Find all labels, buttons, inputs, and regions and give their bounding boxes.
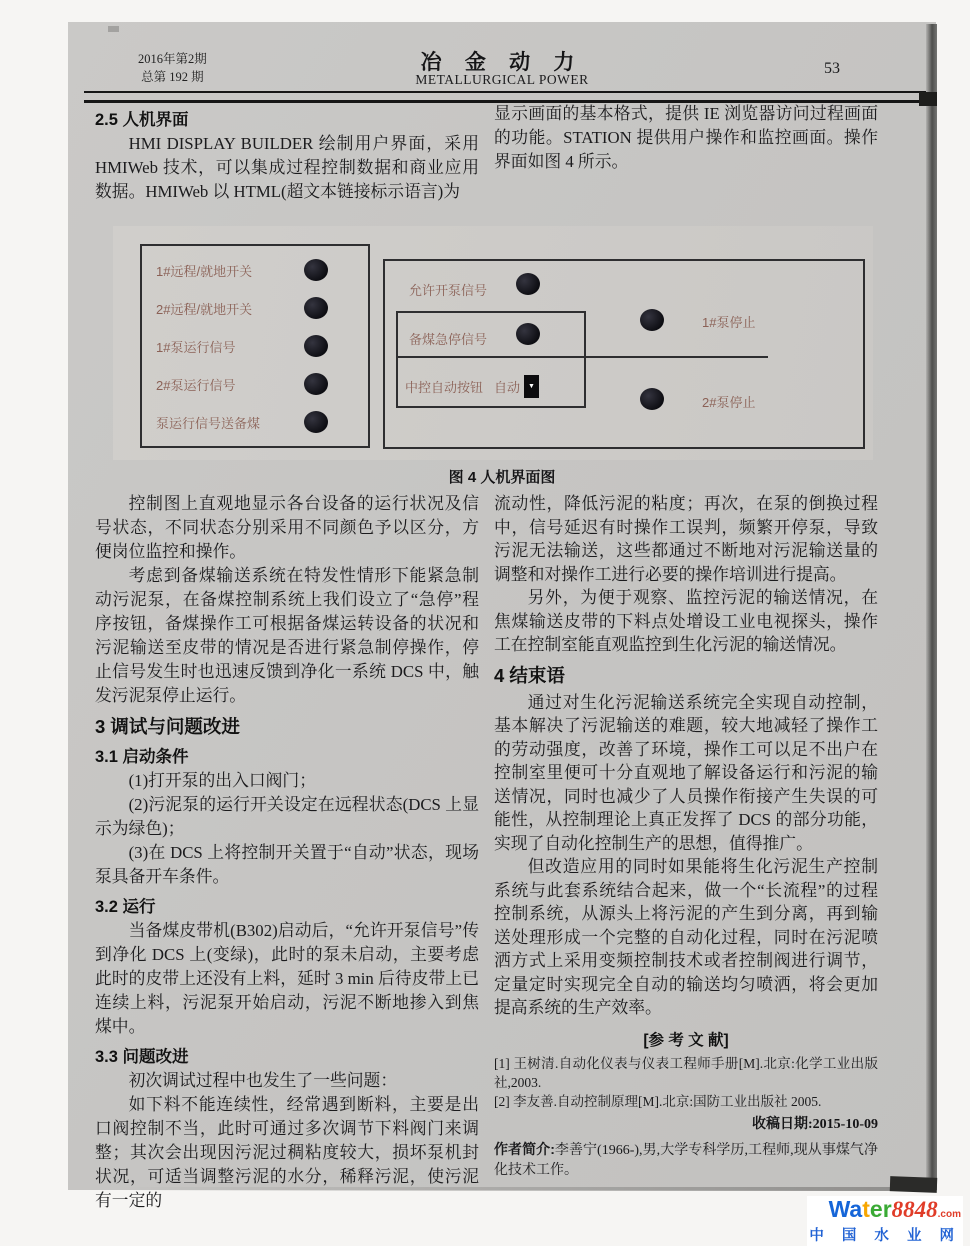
list-item: (2)污泥泵的运行开关设定在远程状态(DCS 上显示为绿色)； — [95, 795, 479, 838]
main-left-column — [95, 492, 479, 1213]
section-3-heading: 3 调试与问题改进 — [95, 716, 240, 737]
indicator-label: 1#泵运行信号 — [156, 339, 236, 355]
main-right-column — [494, 492, 878, 1213]
status-lamp-icon — [516, 273, 540, 295]
section-3-2-heading: 3.2 运行 — [95, 898, 156, 916]
reference-2: [2] 李友善.自动控制原理[M].北京:国防工业出版社 2005. — [494, 1093, 822, 1109]
paragraph: 通过对生化污泥输送系统完全实现自动控制，基本解决了污泥输送的难题，较大地减轻了操作工的劳动强度，改善了环境，操作工可以足不出户在控制室里便可十分直观地了解设备运行和污泥的输送情况，同时也减少了人员操作衔接产生失误的可能性，从控制理论上真正发挥了 DCS 的部分功能，实现了自动化控制生产的思想，值得推广。 — [494, 692, 878, 853]
scan-edge-bottom — [120, 1187, 936, 1191]
author-bio-text: 李善宁(1966-),男,大学专科学历,工程师,现从事煤气净化技术工作。 — [494, 1142, 878, 1178]
scan-speck — [108, 26, 119, 32]
received-date: 收稿日期:2015-10-09 — [752, 1116, 878, 1132]
pump1-stop-label: 1#泵停止 — [702, 315, 756, 330]
list-item: (1)打开泵的出入口阀门； — [128, 771, 316, 790]
page-number: 53 — [824, 60, 840, 77]
indicator-row — [142, 335, 368, 357]
section-2-5-paragraph: HMI DISPLAY BUILDER 绘制用户界面，采用 HMIWeb 技术，可以集成过程控制数据和商业应用数据。HMIWeb 以 HTML(超文本链接标示语言)为 — [95, 134, 479, 201]
paragraph: 初次调试过程中也发生了一些问题： — [128, 1071, 398, 1090]
top-right-column — [494, 102, 878, 204]
figure-4-hmi-screenshot — [113, 226, 873, 460]
figure-left-indicator-box — [140, 244, 370, 448]
watermark-domain-suffix: .com — [937, 1209, 961, 1220]
watermark-logo-number: 8848 — [891, 1197, 938, 1222]
main-text-block — [95, 492, 878, 1213]
top-left-column — [95, 102, 479, 204]
figure-4-caption: 图 4 人机界面图 — [448, 469, 556, 486]
top-text-block — [95, 102, 878, 204]
scan-mark-top-right — [919, 92, 937, 106]
allow-pump-signal-label: 允许开泵信号 — [409, 283, 488, 298]
indicator-row — [142, 297, 368, 319]
auto-dropdown-value: 自动 — [494, 380, 521, 395]
indicator-label: 2#泵运行信号 — [156, 377, 236, 393]
watermark-logo — [809, 1197, 961, 1227]
auto-dropdown-control — [524, 375, 539, 398]
status-lamp-icon — [304, 335, 328, 357]
journal-title-cn: 冶 金 动 力 — [420, 50, 584, 74]
section-2-5-heading: 2.5 人机界面 — [95, 111, 189, 129]
watermark-logo-text: t — [862, 1196, 870, 1222]
issue-line-1: 2016年第2期 — [138, 52, 207, 66]
scan-mark-bottom-right — [890, 1176, 937, 1193]
status-lamp-icon — [304, 373, 328, 395]
water8848-watermark — [807, 1196, 963, 1246]
status-lamp-icon — [640, 388, 664, 410]
figure-divider-line — [396, 356, 768, 358]
indicator-row — [142, 411, 368, 433]
central-auto-button-label: 中控自动按钮 — [405, 380, 484, 395]
paragraph: 当备煤皮带机(B302)启动后，“允许开泵信号”传到净化 DCS 上(变绿)，此时的泵未启动，主要考虑此时的皮带上还没有上料，延时 3 min 后待皮带上已连续上料，污泥泵开始启动，污泥不断地掺入到焦煤中。 — [95, 921, 479, 1036]
section-3-1-heading: 3.1 启动条件 — [95, 748, 189, 766]
list-item: (3)在 DCS 上将控制开关置于“自动”状态，现场泵具备开车条件。 — [95, 843, 479, 886]
scan-edge-right — [926, 24, 937, 1190]
chevron-down-icon: ▼ — [528, 383, 535, 390]
top-right-paragraph: 显示画面的基本格式，提供 IE 浏览器访问过程画面的功能。STATION 提供用户操作和监控画面。操作界面如图 4 所示。 — [494, 104, 878, 171]
watermark-logo-text: er — [869, 1196, 892, 1222]
section-3-3-heading: 3.3 问题改进 — [95, 1048, 189, 1066]
status-lamp-icon — [304, 297, 328, 319]
coal-estop-signal-label: 备煤急停信号 — [409, 332, 488, 347]
pump2-stop-label: 2#泵停止 — [702, 395, 756, 410]
watermark-cn-name: 中 国 水 业 网 — [809, 1228, 961, 1244]
indicator-label: 2#远程/就地开关 — [156, 301, 253, 317]
issue-line-2: 总第 192 期 — [141, 70, 204, 84]
paragraph: 但改造应用的同时如果能将生化污泥生产控制系统与此套系统结合起来，做一个“长流程”的过程控制系统，从源头上将污泥的产生到分离，再到输送处理形成一个完整的自动化过程，同时在污泥喷洒方式上采用变频控制技术或者控制阀进行调节，定量定时实现完全自动的输送均匀喷洒，将会更加提高系统的生产效率。 — [494, 857, 878, 1017]
reference-1: [1] 王树清.自动化仪表与仪表工程师手册[M].北京:化学工业出版社,2003. — [494, 1055, 878, 1090]
paragraph: 如下料不能连续性，经常遇到断料，主要是出口阀控制不当，此时可通过多次调节下料阀门来调整；其次会出现因污泥过稠粘度较大，损坏泵机封状况，可适当调整污泥的水分，稀释污泥，使污泥有一定的 — [95, 1095, 479, 1210]
journal-title-en: METALLURGICAL POWER — [415, 72, 589, 87]
status-lamp-icon — [304, 411, 328, 433]
references-heading: [参 考 文 献] — [643, 1031, 729, 1049]
paragraph: 控制图上直观地显示各台设备的运行状况及信号状态，不同状态分别采用不同颜色予以区分，方便岗位监控和操作。 — [95, 494, 479, 561]
indicator-label: 1#远程/就地开关 — [156, 263, 253, 279]
watermark-logo-text: Wa — [828, 1196, 863, 1222]
paragraph: 另外，为便于观察、监控污泥的输送情况，在焦煤输送皮带的下料点处增设工业电视探头，操作工在控制室能直观监控到生化污泥的输送情况。 — [494, 588, 878, 654]
paragraph: 流动性，降低污泥的粘度；再次，在泵的倒换过程中，信号延迟有时操作工误判，频繁开停泵，导致污泥无法输送，这些都通过不断地对污泥输送量的调整和对操作工进行必要的操作培训进行提高。 — [494, 494, 878, 584]
status-lamp-icon — [304, 259, 328, 281]
section-4-heading: 4 结束语 — [494, 664, 565, 686]
indicator-row — [142, 259, 368, 281]
status-lamp-icon — [516, 323, 540, 345]
author-bio-label: 作者简介: — [494, 1140, 555, 1157]
indicator-label: 泵运行信号送备煤 — [156, 415, 261, 431]
status-lamp-icon — [640, 309, 664, 331]
indicator-row — [142, 373, 368, 395]
author-bio — [494, 1139, 878, 1181]
paragraph: 考虑到备煤输送系统在特发性情形下能紧急制动污泥泵，在备煤控制系统上我们设立了“急停”程序按钮，备煤操作工可根据备煤运转设备的状况和污泥输送至皮带的情况是否进行紧急制停操作，停止信号发生时也迅速反馈到净化一系统 DCS 中，触发污泥泵停止运行。 — [95, 566, 479, 705]
